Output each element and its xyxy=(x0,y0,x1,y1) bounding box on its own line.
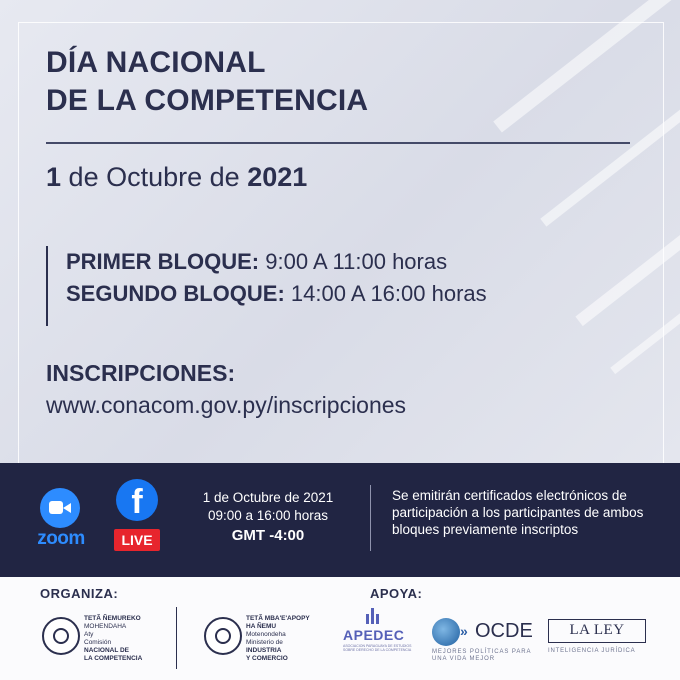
registration-link[interactable]: www.conacom.gov.py/inscripciones xyxy=(46,392,407,418)
title-divider xyxy=(46,142,630,144)
apedec-subtitle: ASOCIACION PARAGUAYA DE ESTUDIOS SOBRE DERECHO DE LA COMPETENCIA xyxy=(343,644,412,652)
date-day: 1 xyxy=(46,162,62,192)
live-badge: LIVE xyxy=(114,529,160,551)
paraguay-seal-icon xyxy=(42,617,80,655)
apoya-label: APOYA: xyxy=(370,586,423,601)
facebook-live-logo[interactable] xyxy=(114,479,160,553)
ocde-globe-icon xyxy=(432,618,460,646)
certificate-note: Se emitirán certificados electrónicos de participación a los participantes de ambos bloques previamente inscriptos xyxy=(392,488,644,537)
zoom-camera-icon xyxy=(40,488,80,528)
conacom-logo-text: TETÃ ÑEMUREKO MOHENDAHA Aty Comisión NACIONAL DE LA COMPETENCIA xyxy=(84,615,143,662)
organizers-divider xyxy=(176,607,177,669)
facebook-icon: f xyxy=(116,479,158,521)
schedule-blocks xyxy=(46,246,626,326)
block-1-time: 9:00 A 11:00 horas xyxy=(265,249,448,274)
ocde-logo: OCDE xyxy=(475,620,533,642)
title-line-2: DE LA COMPETENCIA xyxy=(46,84,369,117)
page-title xyxy=(46,44,368,120)
date-year: 2021 xyxy=(247,162,308,192)
event-date xyxy=(46,162,307,193)
apedec-logo: APEDEC xyxy=(343,627,405,643)
schedule-block-2 xyxy=(66,278,626,310)
block-1-label: PRIMER BLOQUE: xyxy=(66,249,260,274)
ocde-tagline: MEJORES POLÍTICAS PARA UNA VIDA MEJOR xyxy=(432,649,532,662)
apedec-bars-icon xyxy=(366,608,382,624)
when-timezone: GMT -4:00 xyxy=(231,527,305,544)
date-month: de Octubre de xyxy=(68,162,240,192)
mic-logo-text: TETÃ MBA'E'APOPY HA ÑEMU Motenondeha Ministerio de INDUSTRIA Y COMERCIO xyxy=(246,615,310,662)
when-date: 1 de Octubre de 2021 xyxy=(202,490,334,505)
info-band xyxy=(0,463,680,577)
laley-tagline: INTELIGENCIA JURÍDICA xyxy=(548,648,636,654)
block-2-label: SEGUNDO BLOQUE: xyxy=(66,281,285,306)
registration-label: INSCRIPCIONES: xyxy=(46,360,236,386)
sponsors-footer xyxy=(0,577,680,680)
schedule-block-1 xyxy=(66,246,626,278)
zoom-logo[interactable] xyxy=(30,488,92,548)
zoom-label: zoom xyxy=(37,528,85,549)
event-when xyxy=(184,489,352,545)
laley-name: LA LEY xyxy=(569,622,625,638)
when-hours: 09:00 a 16:00 horas xyxy=(207,508,329,523)
block-2-time: 14:00 A 16:00 horas xyxy=(290,281,487,306)
ocde-arrow-icon: » xyxy=(460,623,468,639)
title-line-1: DÍA NACIONAL xyxy=(46,46,266,79)
band-divider xyxy=(370,485,371,551)
organiza-label: ORGANIZA: xyxy=(40,586,119,601)
laley-logo xyxy=(548,619,646,643)
paraguay-seal-icon xyxy=(204,617,242,655)
